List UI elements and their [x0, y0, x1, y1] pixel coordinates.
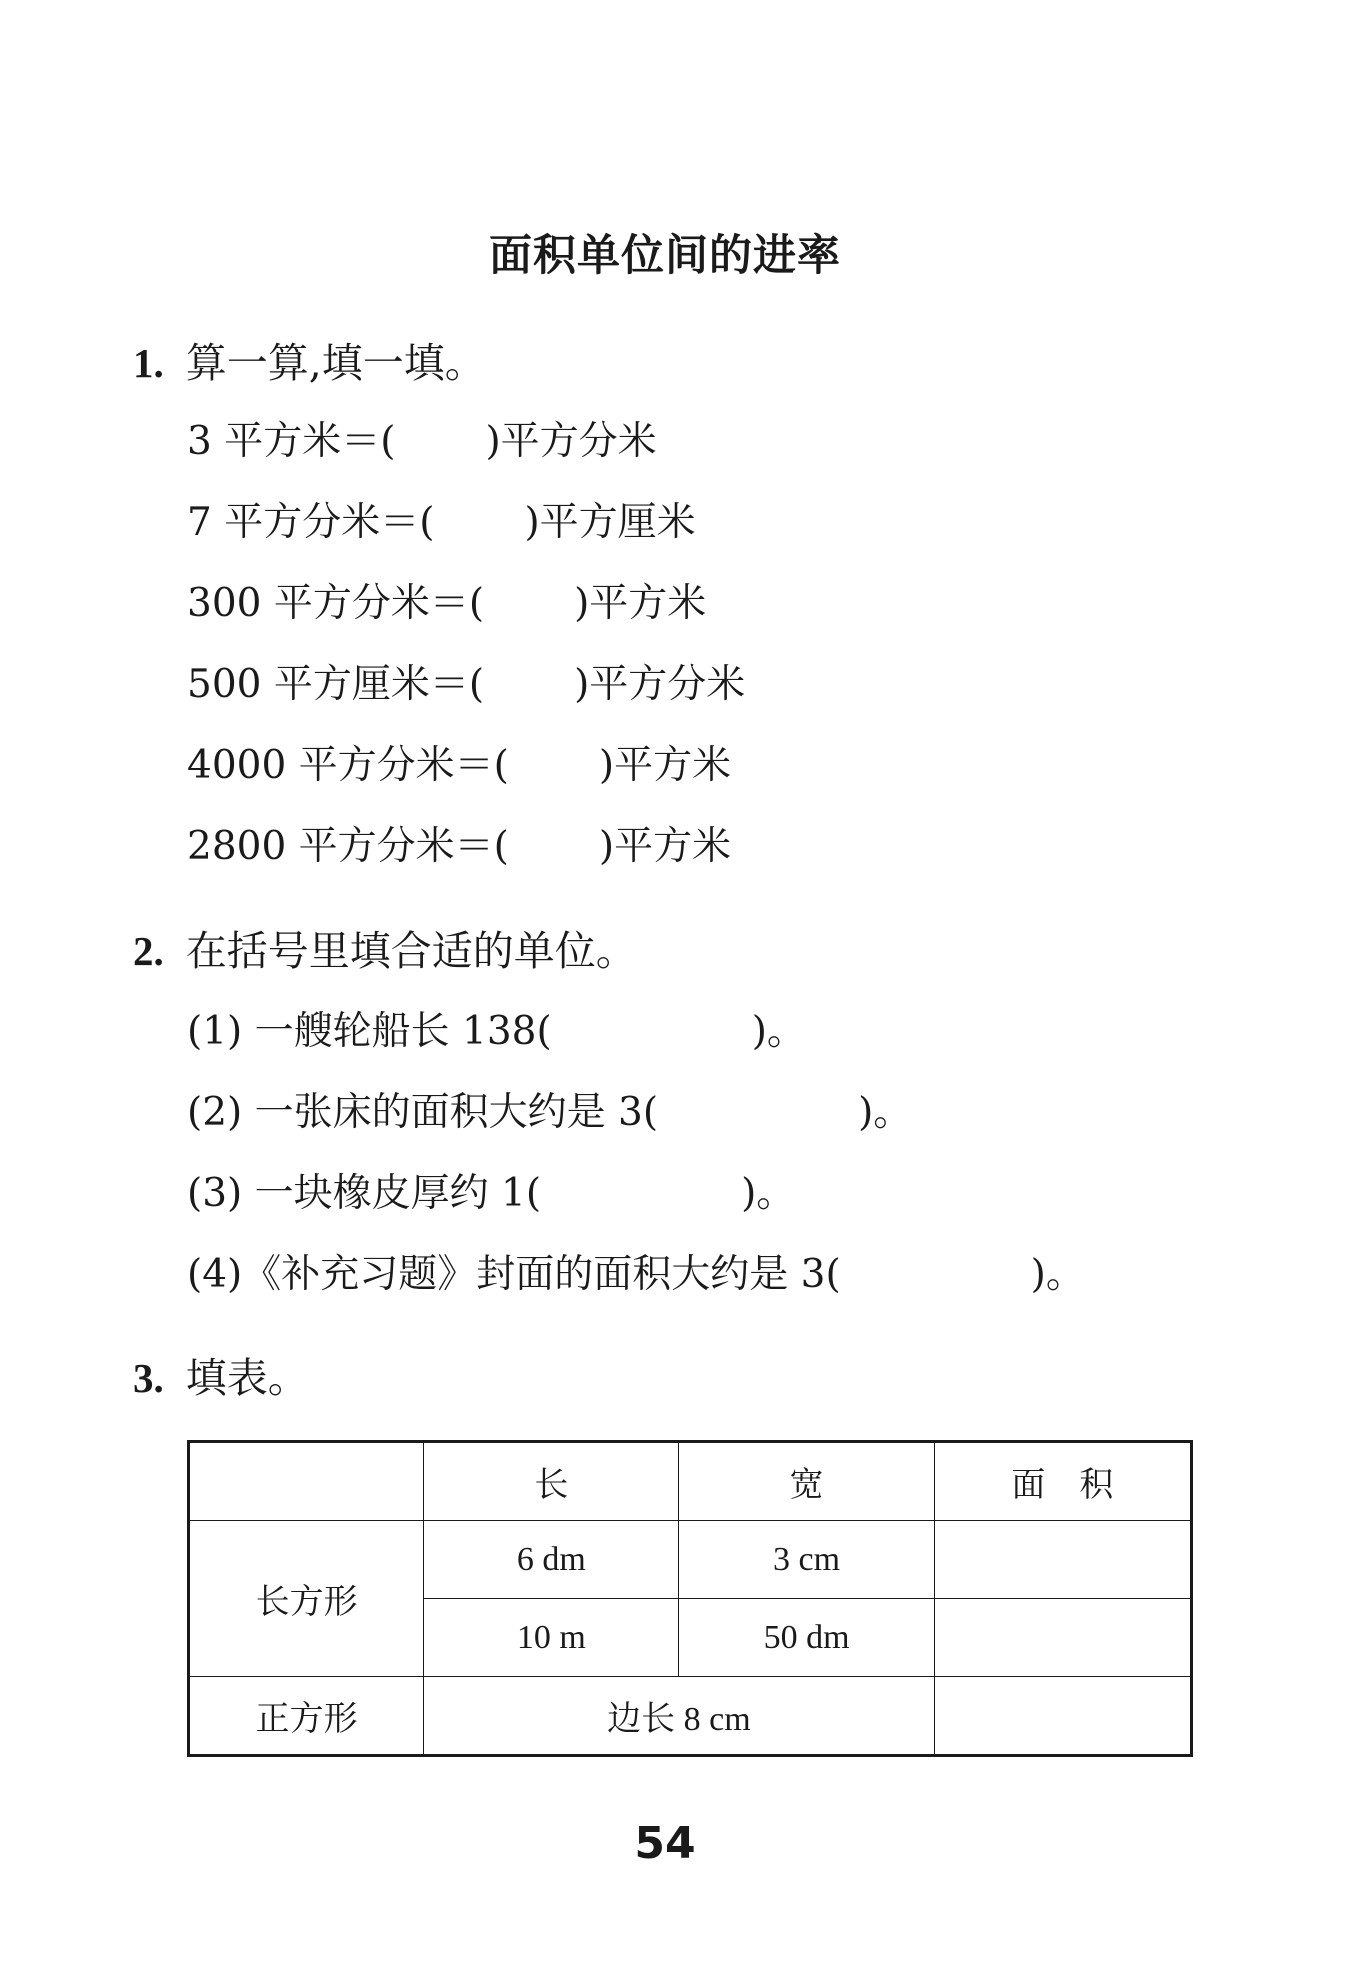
conversion-item: 3 平方米＝( )平方分米 [187, 419, 657, 464]
length-cell: 10 m [424, 1599, 679, 1677]
table-header-cell [189, 1442, 424, 1521]
page-title: 面积单位间的进率 [489, 231, 841, 281]
table-header-cell: 宽 [679, 1442, 934, 1521]
conversion-item: 7 平方分米＝( )平方厘米 [187, 500, 696, 545]
question-prompt: 在括号里填合适的单位。 [185, 927, 637, 975]
area-answer-cell[interactable] [934, 1677, 1191, 1756]
unit-item: (2) 一张床的面积大约是 3( )。 [187, 1090, 913, 1135]
conversion-item: 300 平方分米＝( )平方米 [187, 581, 707, 626]
conversion-item: 4000 平方分米＝( )平方米 [187, 743, 732, 788]
length-cell: 6 dm [424, 1521, 679, 1599]
unit-item: (4)《补充习题》封面的面积大约是 3( )。 [187, 1252, 1085, 1297]
table-header-row [189, 1442, 1192, 1521]
width-cell: 3 cm [679, 1521, 934, 1599]
question-3-heading [133, 1345, 309, 1404]
question-number: 1. [133, 340, 164, 386]
area-answer-cell[interactable] [934, 1599, 1191, 1677]
fill-table [187, 1440, 1193, 1757]
square-label: 正方形 [189, 1677, 424, 1756]
question-prompt: 填表。 [185, 1354, 309, 1402]
conversion-item: 500 平方厘米＝( )平方分米 [187, 662, 746, 707]
table-header-cell: 长 [424, 1442, 679, 1521]
unit-item: (3) 一块橡皮厚约 1( )。 [187, 1171, 796, 1216]
area-answer-cell[interactable] [934, 1521, 1191, 1599]
question-number: 2. [133, 928, 164, 974]
conversion-item: 2800 平方分米＝( )平方米 [187, 824, 732, 869]
question-1-heading [133, 330, 486, 389]
table-header-cell: 面 积 [934, 1442, 1191, 1521]
table-row [189, 1521, 1192, 1599]
table-row [189, 1677, 1192, 1756]
rectangle-label: 长方形 [189, 1521, 424, 1677]
page-number: 54 [634, 1818, 696, 1869]
question-2-heading [133, 918, 637, 977]
width-cell: 50 dm [679, 1599, 934, 1677]
unit-item: (1) 一艘轮船长 138( )。 [187, 1009, 806, 1054]
question-prompt: 算一算,填一填。 [185, 339, 486, 387]
question-number: 3. [133, 1355, 164, 1401]
square-side-cell: 边长 8 cm [424, 1677, 934, 1756]
